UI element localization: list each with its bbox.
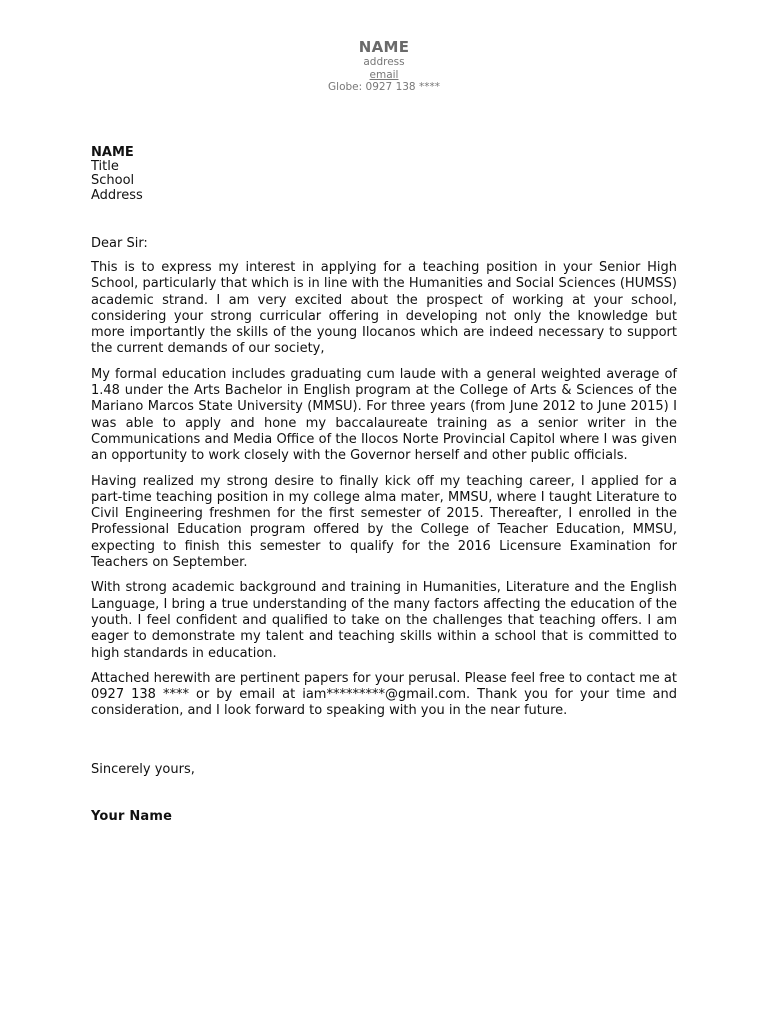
recipient-name: NAME xyxy=(91,145,134,160)
signature-name: Your Name xyxy=(91,809,173,824)
paragraph-teaching-career: Having realized my strong desire to finally kick off my teaching career, I applied for a part-time teaching position in my college alma mater, MMSU, where I taught Literature to Civil Engineering freshmen for the first semester of 2015. Thereafter, I enrolled in the Professional Education program offered by the College of Teacher Education, MMSU, expecting to finish this semester to qualify for the 2016 Licensure Examination for Teachers on September. xyxy=(91,473,677,571)
sender-header xyxy=(0,38,768,94)
paragraph-education: My formal education includes graduating cum laude with a general weighted average of 1.48 under the Arts Bachelor in English program at the College of Arts & Sciences of the Mariano Marcos State University (MMSU). For three years (from June 2012 to June 2015) I was able to apply and hone my baccalaureate training as a senior writer in the Communications and Media Office of the Ilocos Norte Provincial Capitol where I was given an opportunity to work closely with the Governor herself and other public officials. xyxy=(91,366,677,464)
recipient-school: School xyxy=(91,173,135,189)
recipient-block xyxy=(91,146,143,203)
recipient-address: Address xyxy=(91,187,143,203)
sender-email: email xyxy=(369,68,399,81)
recipient-title: Title xyxy=(91,159,119,175)
salutation: Dear Sir: xyxy=(91,236,148,251)
closing: Sincerely yours, xyxy=(91,762,195,777)
sender-name: NAME xyxy=(358,38,410,56)
paragraph-contact: Attached herewith are pertinent papers for your perusal. Please feel free to contact me at 0927 138 **** or by email at iam*********@gmail.com. Thank you for your time and consideration, and I look forward to speaking with you in the near future. xyxy=(91,670,677,719)
paragraph-interest: This is to express my interest in applying for a teaching position in your Senior High School, particularly that which is in line with the Humanities and Social Sciences (HUMSS) academic strand. I am very excited about the prospect of working at your school, considering your strong curricular offering in developing not only the knowledge but more importantly the skills of the young Ilocanos which are indeed necessary to support the current demands of our society, xyxy=(91,260,677,357)
paragraph-qualifications: With strong academic background and training in Humanities, Literature and the English Language, I bring a true understanding of the many factors affecting the education of the youth. I feel confident and qualified to take on the challenges that teaching offers. I am eager to demonstrate my talent and teaching skills within a school that is committed to high standards in education. xyxy=(91,580,677,661)
sender-address: address xyxy=(363,56,405,68)
letter-body xyxy=(91,260,677,729)
sender-phone: Globe: 0927 138 **** xyxy=(328,81,440,93)
